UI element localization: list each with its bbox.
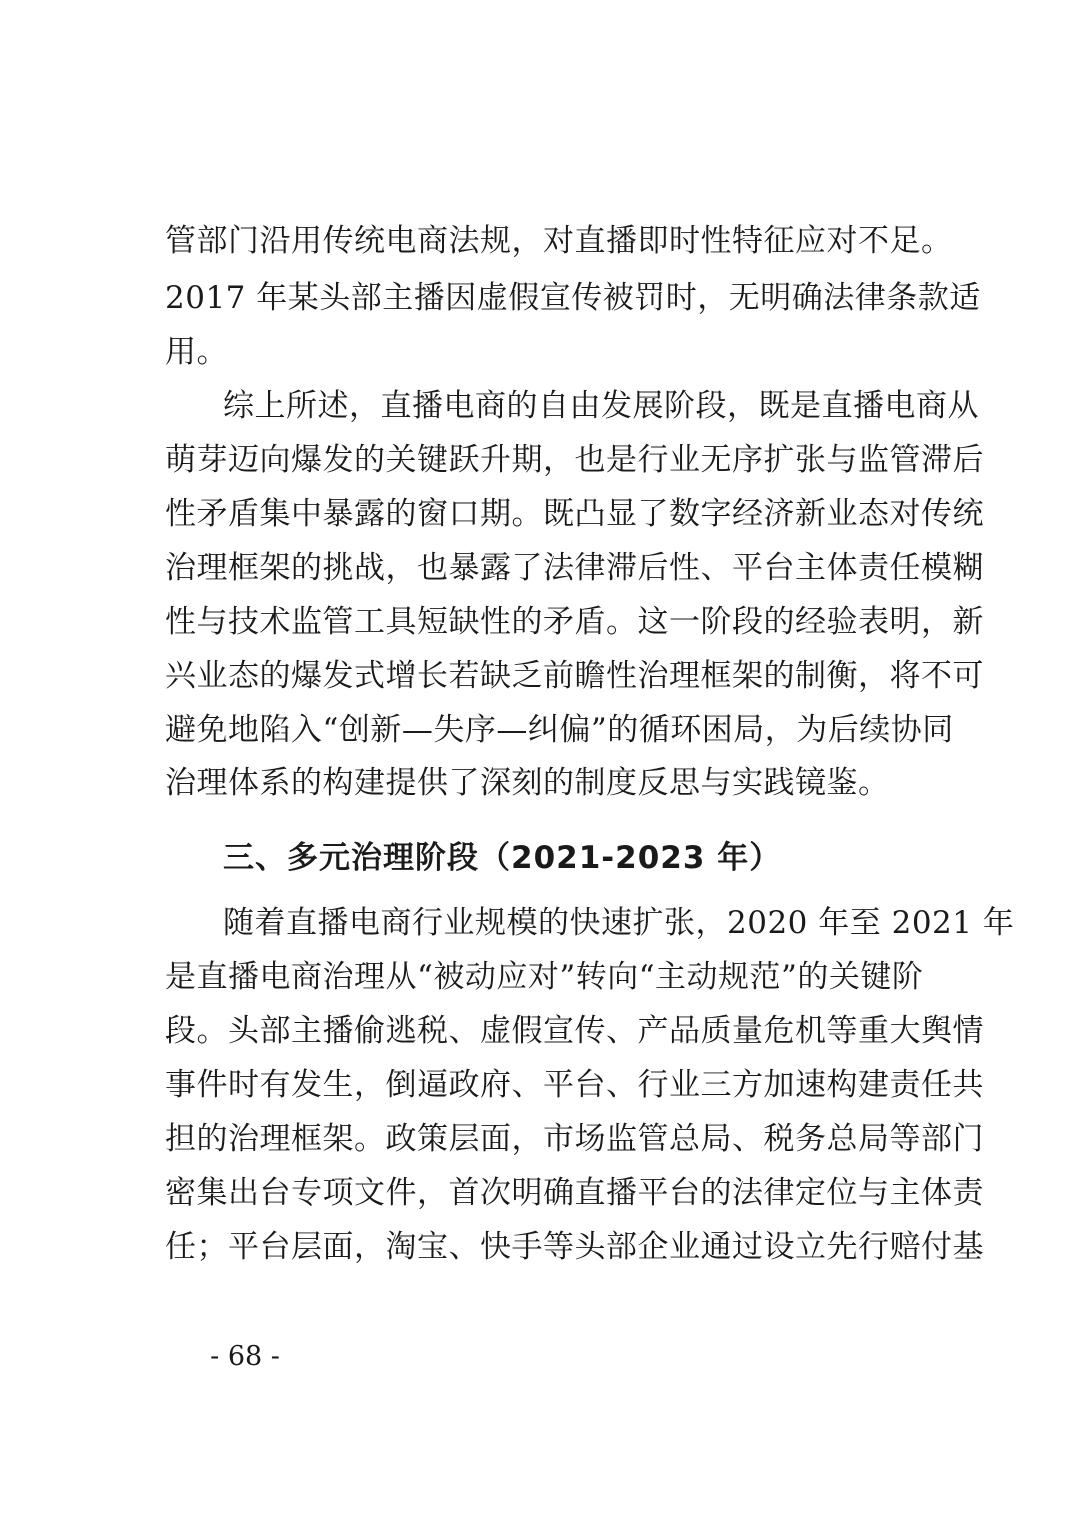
paragraph-3-line-5: 担的治理框架。政策层面，市场监管总局、税务总局等部门	[165, 1121, 984, 1157]
paragraph-2-line-1: 综上所述，直播电商的自由发展阶段，既是直播电商从	[223, 388, 979, 424]
paragraph-2-line-7: 避免地陷入“创新—失序—纠偏”的循环困局，为后续协同	[165, 712, 954, 748]
paragraph-2-line-6: 兴业态的爆发式增长若缺乏前瞻性治理框架的制衡，将不可	[165, 658, 984, 694]
paragraph-1-line-3: 用。	[165, 334, 228, 370]
page-number: - 68 -	[210, 1341, 280, 1372]
paragraph-3-line-3: 段。头部主播偷逃税、虚假宣传、产品质量危机等重大舆情	[165, 1013, 984, 1049]
paragraph-3-line-1: 随着直播电商行业规模的快速扩张，2020 年至 2021 年	[223, 905, 1015, 941]
paragraph-3-line-6: 密集出台专项文件，首次明确直播平台的法律定位与主体责	[165, 1175, 984, 1211]
paragraph-2-line-4: 治理框架的挑战，也暴露了法律滞后性、平台主体责任模糊	[165, 550, 984, 586]
section-heading: 三、多元治理阶段（2021-2023 年）	[223, 840, 782, 876]
paragraph-2-line-5: 性与技术监管工具短缺性的矛盾。这一阶段的经验表明，新	[165, 604, 984, 640]
paragraph-3-line-7: 任；平台层面，淘宝、快手等头部企业通过设立先行赔付基	[165, 1229, 984, 1265]
paragraph-2-line-8: 治理体系的构建提供了深刻的制度反思与实践镜鉴。	[165, 765, 890, 801]
paragraph-1-line-2: 2017 年某头部主播因虚假宣传被罚时，无明确法律条款适	[165, 280, 981, 316]
paragraph-1-line-1: 管部门沿用传统电商法规，对直播即时性特征应对不足。	[165, 223, 953, 259]
paragraph-2-line-3: 性矛盾集中暴露的窗口期。既凸显了数字经济新业态对传统	[165, 496, 984, 532]
paragraph-2-line-2: 萌芽迈向爆发的关键跃升期，也是行业无序扩张与监管滞后	[165, 442, 984, 478]
paragraph-3-line-4: 事件时有发生，倒逼政府、平台、行业三方加速构建责任共	[165, 1067, 984, 1103]
paragraph-3-line-2: 是直播电商治理从“被动应对”转向“主动规范”的关键阶	[165, 959, 924, 995]
